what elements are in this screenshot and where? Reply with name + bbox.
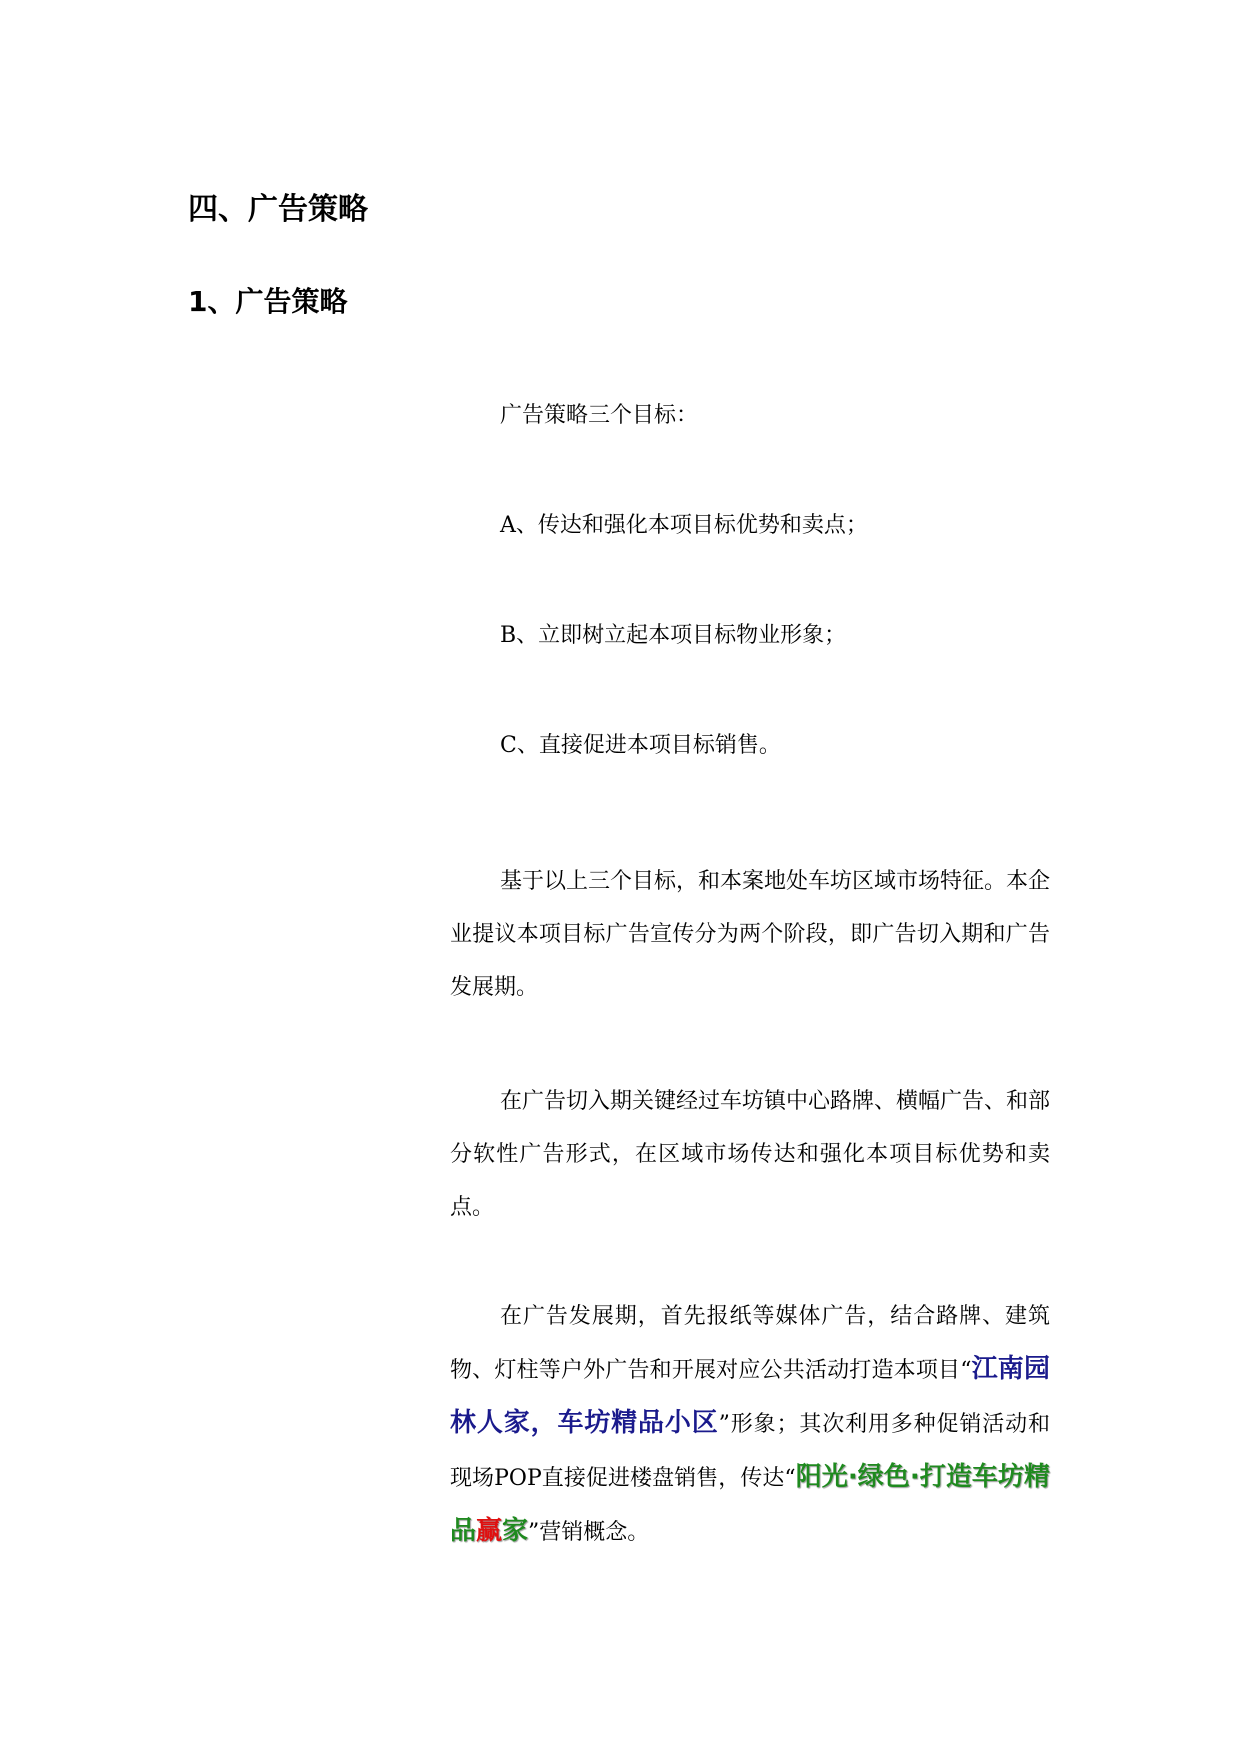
section-title: 四、广告策略 bbox=[188, 192, 368, 227]
paragraph-phases-text: 基于以上三个目标，和本案地处车坊区域市场特征。本企业提议本项目标广告宣传分为两个阶段，即广告切入期和广告发展期。 bbox=[450, 869, 1051, 1000]
goal-a: A、传达和强化本项目标优势和卖点； bbox=[500, 513, 868, 538]
slogan-sunshine: 阳光·绿色·打造车坊精品 bbox=[450, 1462, 1051, 1546]
goal-b: B、立即树立起本项目标物业形象； bbox=[500, 623, 847, 648]
paragraph-phases bbox=[450, 855, 1050, 1014]
paragraph-entry-phase-text: 在广告切入期关键经过车坊镇中心路牌、横幅广告、和部分软性广告形式，在区域市场传达和强化本项目标优势和卖点。 bbox=[450, 1089, 1051, 1220]
subsection-title: 1、广告策略 bbox=[188, 285, 348, 318]
paragraph-growth-phase-text bbox=[450, 1290, 1050, 1559]
paragraph-entry-phase bbox=[450, 1075, 1050, 1234]
growth-text-part2: ”形象；其次利用多种促销活动和现场POP直接促进楼盘销售，传达“ bbox=[450, 1412, 1050, 1491]
slogan-jiangnan: 江南园林人家，车坊精品小区 bbox=[450, 1354, 1050, 1438]
growth-text-part3: ”营销概念。 bbox=[528, 1520, 650, 1545]
goal-c: C、直接促进本项目标销售。 bbox=[500, 733, 781, 758]
slogan-win-char: 赢 bbox=[476, 1516, 503, 1546]
goals-intro: 广告策略三个目标： bbox=[500, 403, 699, 428]
paragraph-growth-phase bbox=[450, 1290, 1050, 1559]
slogan-home-char: 家 bbox=[502, 1516, 529, 1546]
growth-text-part1: 在广告发展期，首先报纸等媒体广告，结合路牌、建筑物、灯柱等户外广告和开展对应公共活动打造本项目“ bbox=[450, 1304, 1050, 1383]
